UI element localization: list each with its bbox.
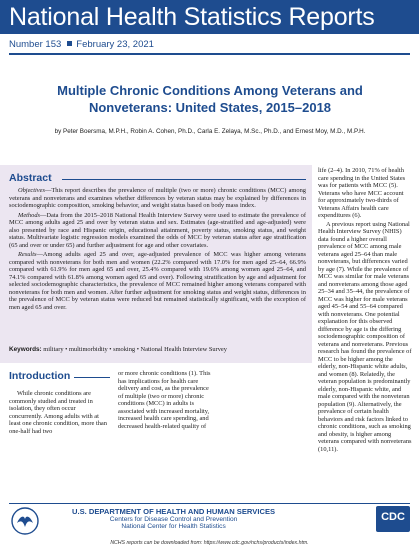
introduction-column-1: While chronic conditions are commonly studied and treated in isolation, they often occur concurrently. Among adults with at least one chronic condition, more than one-half had two	[9, 390, 107, 435]
footer-divider	[9, 503, 410, 504]
keywords-text: military • multimorbidity • smoking • National Health Interview Survey	[43, 346, 227, 353]
methods-lead: Methods	[18, 211, 41, 219]
abstract-methods	[9, 212, 306, 250]
square-bullet-icon	[67, 41, 72, 46]
hhs-eagle-logo-icon	[10, 506, 40, 536]
report-series-title: National Health Statistics Reports	[9, 3, 375, 31]
download-footnote: NCHS reports can be downloaded from: https://www.cdc.gov/nchs/products/index.htm.	[110, 540, 309, 546]
keywords-line	[9, 346, 309, 353]
abstract-heading-rule	[62, 179, 306, 180]
issue-line	[9, 39, 154, 50]
objectives-text: —This report describes the prevalence of multiple (two or more) chronic conditions (MCC) among veterans and nonveterans and examines whether differences by veteran status may be explained by differences in sociodemographic composition, smoking behavior, and weight status based on body mass index.	[9, 187, 306, 209]
masthead	[0, 0, 419, 34]
introduction-heading-rule	[74, 377, 110, 378]
right-column	[318, 167, 412, 454]
agency-block	[72, 507, 275, 530]
abstract-body	[9, 187, 306, 313]
right-col-paragraph-1: life (2–4). In 2010, 71% of health care spending in the United States was for patients with MCC (5). Veterans who have MCC account for approximately two-thirds of Veterans Affairs health care expenditures (6).	[318, 167, 406, 219]
cdc-logo-text: CDC	[381, 511, 405, 523]
abstract-heading: Abstract	[9, 172, 52, 184]
results-lead: Results	[18, 251, 37, 258]
agency-nchs: National Center for Health Statistics	[121, 523, 226, 530]
abstract-results	[9, 251, 306, 311]
report-title: Multiple Chronic Conditions Among Veterans and Nonveterans: United States, 2015–2018	[57, 83, 363, 115]
right-col-paragraph-2: A previous report using National Health Interview Survey (NHIS) data found a higher overall prevalence of MCC among male veterans aged 25–64 than male nonveterans, but differences varied by age (7). While the prevalence of MCC was similar for male veterans and nonveterans among those aged 25–34 and 35–44, the prevalence of MCC was higher for male veterans aged 45–54 and 55–64 compared with nonveterans. One potential explanation for this observed difference by age is the differing sociodemographic composition of veterans and nonveterans. Previous research has found the prevalence of MCC to be higher among the elderly, non-Hispanic white adults, and women (8). Relatedly, the veteran population is predominantly elderly, non-Hispanic white, and male compared with the nonveteran population (9). Alternatively, the prevalence of certain health behaviors and risk factors linked to chronic conditions, such as smoking and obesity, is higher among veterans compared with nonveterans (10,11).	[318, 220, 412, 453]
introduction-heading: Introduction	[9, 370, 71, 382]
cdc-logo-icon	[376, 506, 410, 532]
header-divider	[9, 53, 410, 55]
issue-number: Number 153	[9, 39, 62, 50]
methods-text: —Data from the 2015–2018 National Health Interview Survey were used to estimate the prevalence of MCC among adults aged 25 and over by veteran status and sex. Estimates (age-stratified and age-adjusted) were also presented by race and Hispanic origin, educational attainment, poverty status, smoking status, and weight status. Multivariate logistic regression models examined the odds of MCC by veteran status after age stratification (65 and over or under 65) and further adjustment for age and other covariates.	[9, 211, 306, 249]
authors-line: by Peter Boersma, M.P.H., Robin A. Cohen, Ph.D., Carla E. Zelaya, M.Sc., Ph.D., and Ernest Moy, M.D., M.P.H.	[54, 128, 366, 135]
issue-date: February 23, 2021	[76, 39, 154, 50]
abstract-objectives	[9, 187, 306, 210]
introduction-column-2: or more chronic conditions (1). This has implications for health care delivery and cost, as the prevalence of multiple (two or more) chronic conditions (MCC) in adults is associated with increased mortality, increased health care spending, and decreased health-related quality of	[118, 370, 211, 430]
keywords-label: Keywords:	[9, 346, 42, 353]
agency-name: U.S. DEPARTMENT OF HEALTH AND HUMAN SERVICES	[72, 507, 276, 516]
agency-cdc: Centers for Disease Control and Prevention	[109, 516, 238, 523]
results-text: —Among adults aged 25 and over, age-adjusted prevalence of MCC was higher among veterans compared with nonveterans for both men and women (22.2% compared with 17.0% for men aged 25–64, 66.9% compared with 61.9% for men aged 65 and over, 25.4% compared with 19.6% among women aged 25–64, and 74.1% compared with 61.8% among women aged 65 and over). Following stratification by age and adjustment for selected sociodemographic characteristics, the prevalence of MCC remained higher among veterans compared with nonveterans for both men and women. After further adjustment for smoking status and weight status, differences in the prevalence of MCC by veteran status were reduced but remained statistically significant, with the exception of men aged 65 and over.	[9, 251, 306, 311]
objectives-lead: Objectives	[18, 187, 45, 194]
